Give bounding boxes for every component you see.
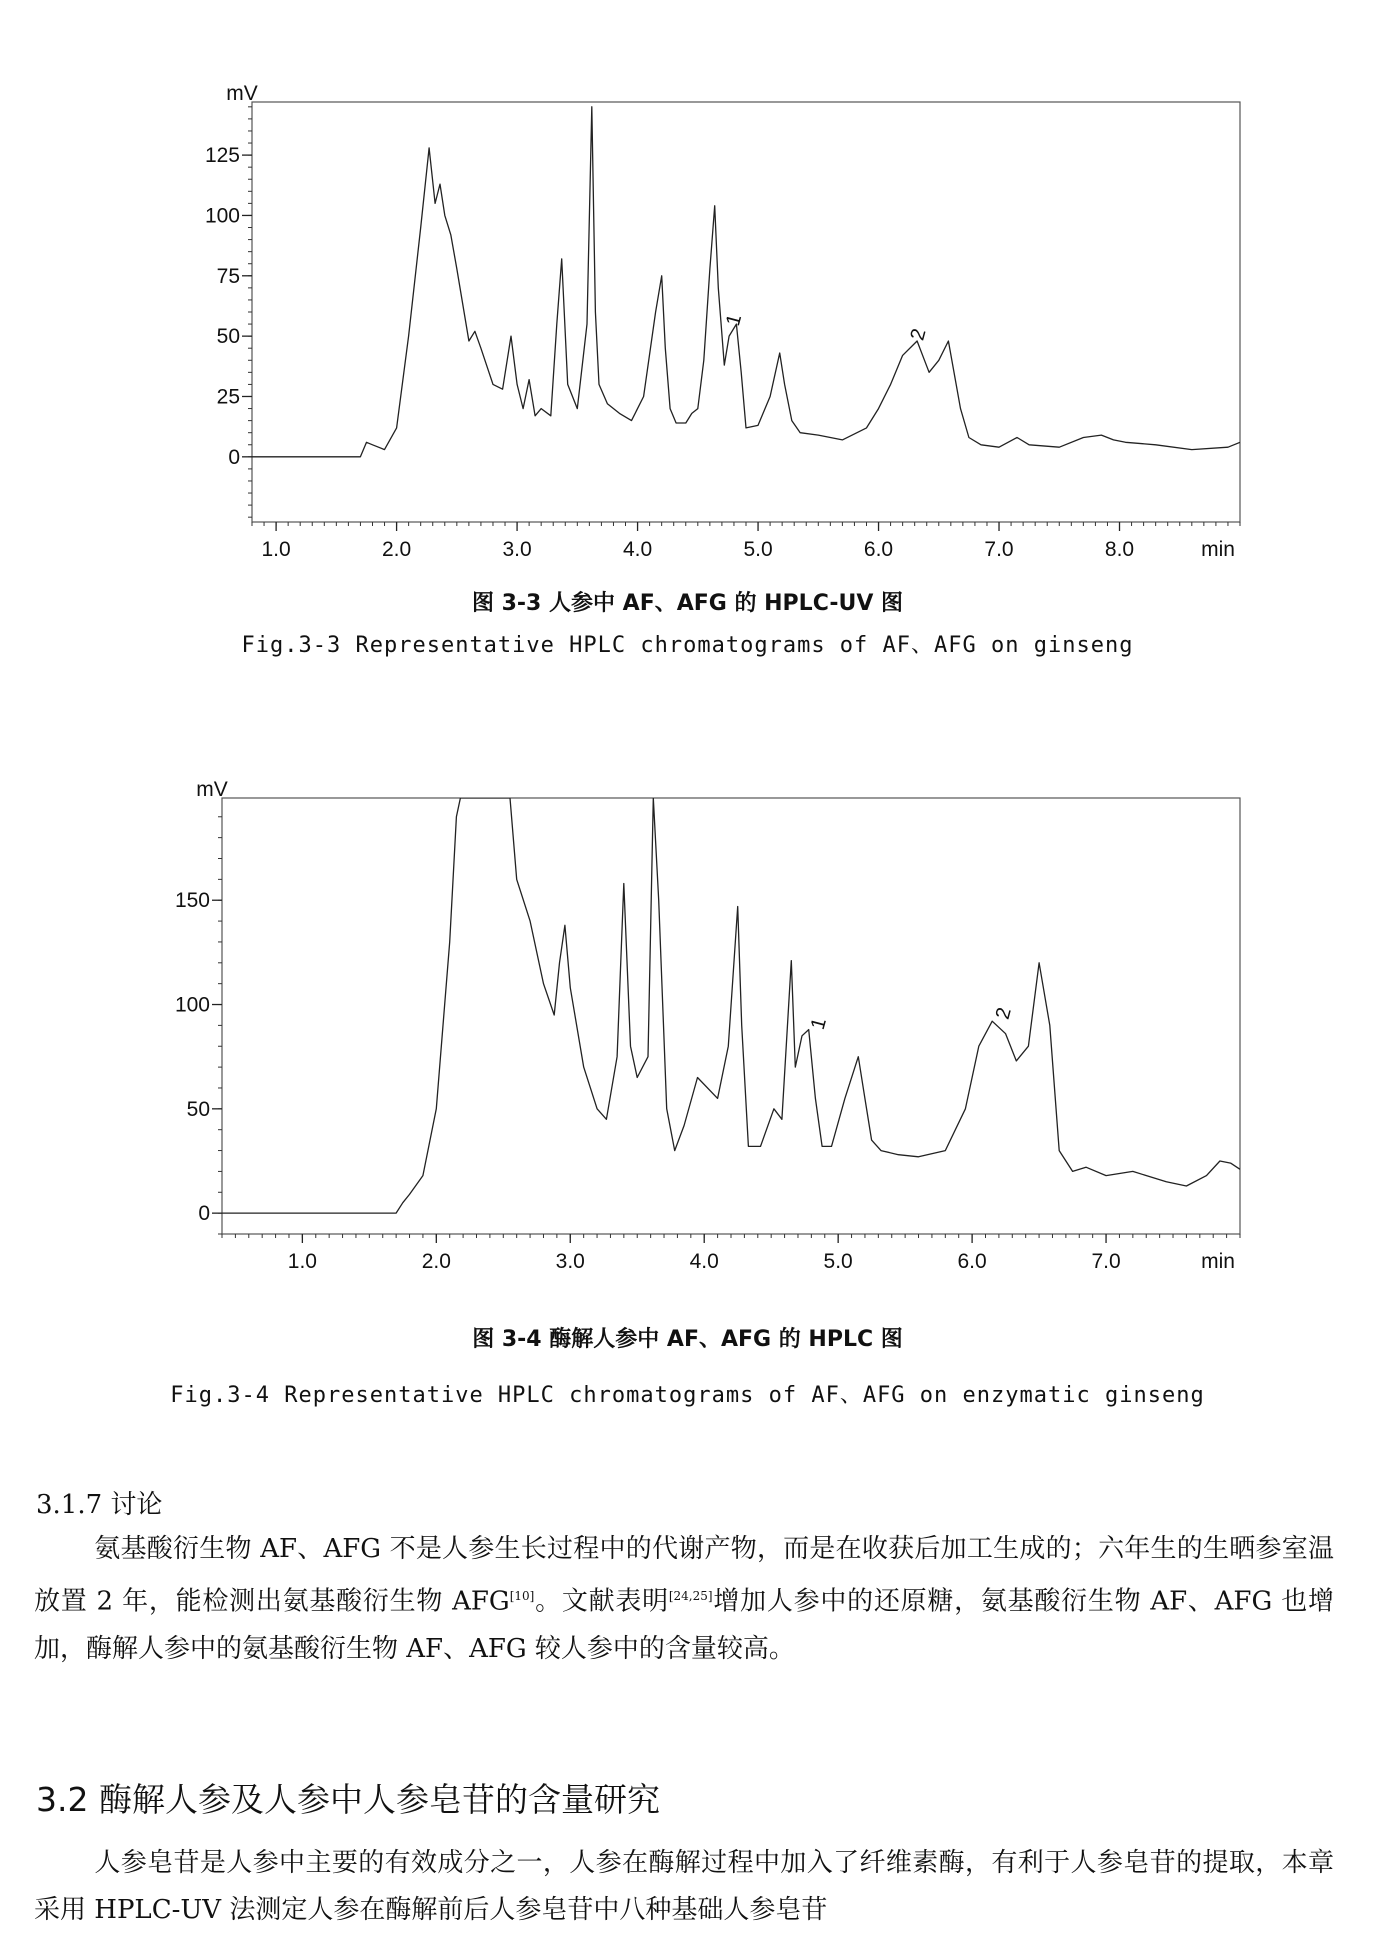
x-tick-label: 7.0 [1091,1250,1121,1273]
chromatogram-enzymatic-ginseng [0,756,1375,1286]
discussion-text-3: 增加人参中的还原糖，氨基酸衍生物 AF、AFG 也增加，酶解人参中的氨基酸衍生物 AF、AFG 较人参中的含量较高。 [34,1586,1334,1664]
y-tick-label: 125 [204,144,240,168]
discussion-text-1: 氨基酸衍生物 AF、AFG 不是人参生长过程中的代谢产物，而是在收获后加工生成的；六年生的生晒参室温放置 2 年，能检测出氨基酸衍生物 AFG [34,1534,1334,1617]
citation-ref: [10] [509,1589,535,1603]
x-tick-label: 3.0 [502,538,532,561]
peak-label-2: 2 [906,326,931,343]
chart-fig-3-3 [0,60,1375,580]
x-tick-label: 3.0 [555,1250,585,1273]
chromatogram-ginseng [0,60,1375,580]
x-tick-label: 2.0 [421,1250,451,1273]
figure-caption-zh-3-4: 图 3-4 酶解人参中 AF、AFG 的 HPLC 图 [472,1327,903,1352]
y-tick-label: 150 [174,889,210,913]
y-tick-label: 100 [174,993,210,1017]
y-tick-label: 50 [216,325,240,349]
section-3-2-text: 人参皂苷是人参中主要的有效成分之一，人参在酶解过程中加入了纤维素酶，有利于人参皂苷的提取，本章采用 HPLC-UV 法测定人参在酶解前后人参皂苷中八种基础人参皂苷 [34,1848,1334,1925]
section-heading-3-2: 3.2 酶解人参及人参中人参皂苷的含量研究 [36,1780,660,1819]
y-tick-label: 75 [216,264,240,288]
x-tick-label: 2.0 [381,538,412,561]
x-tick-label: 5.0 [823,1250,853,1273]
x-tick-label: 8.0 [1104,538,1135,561]
discussion-text-2: 。文献表明 [534,1586,669,1617]
x-tick-label: 1.0 [261,538,291,561]
peak-label-1: 1 [806,1015,832,1033]
plot-frame [222,798,1240,1234]
figure-caption-en-3-4: Fig.3-4 Representative HPLC chromatograms of AF、AFG on enzymatic ginseng [170,1383,1205,1408]
chart-fig-3-4 [0,756,1375,1286]
x-tick-label: 4.0 [689,1250,719,1273]
section-heading-3-1-7: 3.1.7 讨论 [36,1490,163,1520]
chromatogram-trace [252,107,1240,457]
x-tick-label: 1.0 [287,1250,317,1273]
y-tick-label: 25 [216,385,240,409]
x-unit-label: min [1201,538,1235,561]
x-tick-label: 5.0 [743,538,773,561]
x-unit-label: min [1201,1250,1235,1273]
citation-ref: [24,25] [668,1589,713,1603]
figure-caption-zh-3-3: 图 3-3 人参中 AF、AFG 的 HPLC-UV 图 [471,591,904,616]
x-tick-label: 6.0 [863,538,894,561]
x-tick-label: 7.0 [984,538,1014,561]
figure-caption-en-3-3: Fig.3-3 Representative HPLC chromatograms of AF、AFG on ginseng [241,633,1134,658]
x-tick-label: 4.0 [622,538,653,561]
peak-label-2: 2 [991,1005,1016,1022]
y-unit-label: mV [226,82,258,105]
chromatogram-trace [222,798,1240,1213]
section-3-2-paragraph [34,1840,1334,1934]
plot-frame [252,102,1240,522]
discussion-paragraph [34,1526,1334,1673]
x-tick-label: 6.0 [957,1250,987,1273]
y-tick-label: 50 [186,1097,210,1121]
y-tick-label: 100 [204,204,240,228]
y-unit-label: mV [196,778,228,801]
y-tick-label: 0 [198,1202,210,1226]
y-tick-label: 0 [228,445,240,469]
peak-label-1: 1 [722,311,747,329]
